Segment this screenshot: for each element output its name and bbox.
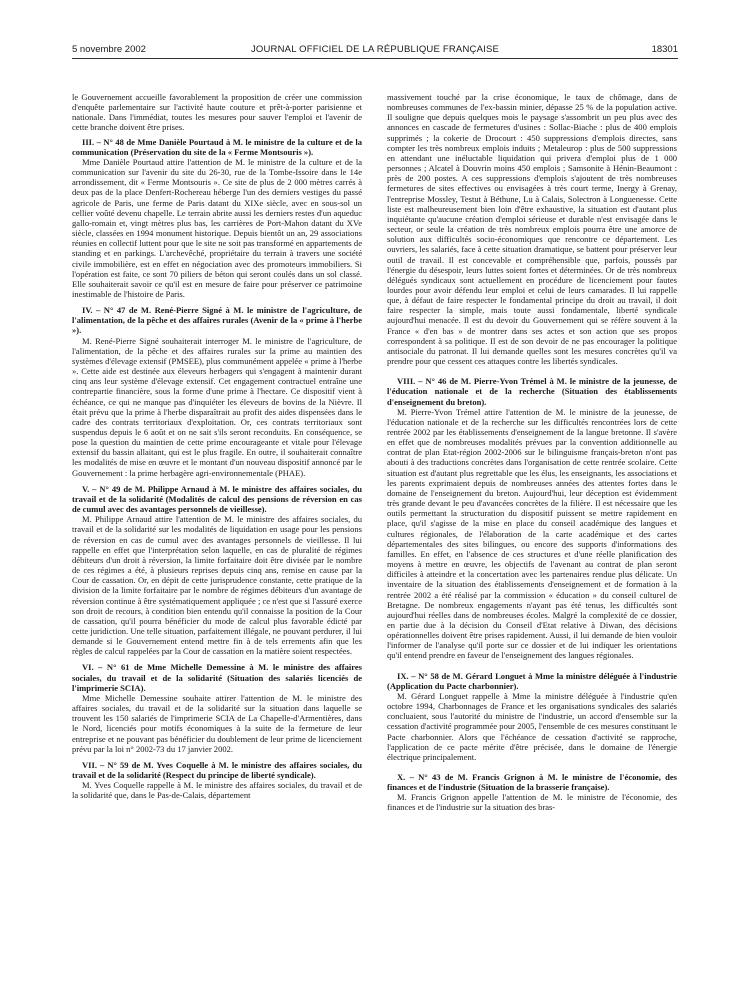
question-heading-vi: VI. – N° 61 de Mme Michelle Demessine à M. le ministre des affaires sociales, du travail et de la solidarité (Situation des salariés licenciés de l'imprimerie SCIA).	[72, 662, 362, 693]
question-heading-x: X. – N° 43 de M. Francis Grignon à M. le ministre de l'économie, des finances et de l'industrie (Situation de la brasserie française).	[387, 772, 677, 793]
right-column	[387, 92, 677, 813]
question-body-ix: M. Gérard Longuet rappelle à Mme la ministre déléguée à l'industrie qu'en octobre 1994, Charbonnages de France et les organisations syndicales des salariés concluaient, sous l'autorité du ministre de l'industrie, un accord d'ensemble sur la cessation d'activité programmée pour 2005, l'ensemble de ces mesures constituant le Pacte charbonnier. Alors que l'échéance de cessation d'activité se rapproche, l'application de ce pacte mérite d'être précisée, dans le domaine de l'énergie électrique principalement.	[387, 690, 677, 762]
question-body-iv: M. René-Pierre Signé souhaiterait interroger M. le ministre de l'agriculture, de l'alimentation, de la pêche et des affaires rurales sur la prime au maintien des systèmes d'élevage extensif (PMSEE), plus communément appelée « prime à l'herbe ». Cette aide est destinée aux éleveurs herbagers qui s'engagent à maintenir durant cinq ans leur système d'élevage extensif. Cet engagement contractuel entraîne une contrepartie financière, sous la forme d'une prime à l'hectare. Ce dispositif vient à échéance, ce qui ne manque pas d'inquiéter les éleveurs de bovins de la Nièvre. Il était prévu que la prime à l'herbe disparaîtrait au profit des aides dispensées dans le cadre des contrats territoriaux d'exploitation. Or, ces contrats territoriaux sont suspendus depuis le 6 août et on ne sait s'ils seront reconduits. En conséquence, se pose la question du maintien de cette prime encourageante et vitale pour l'élevage extensif du bassin allaitant, qui est le plus fragile. En outre, il souhaiterait connaître les modalités de mise en œuvre et le montant d'un nouveau dispositif annoncé par le Gouvernement : la prime herbagère agri-environnementale (PHAE).	[72, 335, 362, 478]
question-heading-ix: IX. – N° 58 de M. Gérard Longuet à Mme la ministre déléguée à l'industrie (Application du Pacte charbonnier).	[387, 670, 677, 691]
question-heading-vii: VII. – N° 59 de M. Yves Coquelle à M. le ministre des affaires sociales, du travail et de la solidarité (Respect du principe de liberté syndicale).	[72, 759, 362, 780]
header-date: 5 novembre 2002	[72, 44, 146, 55]
journal-title: JOURNAL OFFICIEL DE LA RÉPUBLIQUE FRANÇAISE	[250, 44, 500, 55]
paragraph-continuation: le Gouvernement accueille favorablement la proposition de créer une commission d'enquête parlementaire sur l'activité haute couture et prêt-à-porter parisienne et nationale. Dans l'immédiat, toutes les mesures pour sauver l'emploi et l'avenir de cette branche doivent être prises.	[72, 92, 362, 133]
question-body-iii: Mme Danièle Pourtaud attire l'attention de M. le ministre de la culture et de la communication sur l'avenir du site du 26-30, rue de la Tombe-Issoire dans le 14e arrondissement, dit « Ferme Montsouris ». Ce site de plus de 2 000 mètres carrés à deux pas de la place Denfert-Rochereau héberge l'un des derniers vestiges du passé agricole de Paris, une ferme de Paris datant du XIXe siècle, avec en sous-sol un cellier voûté devenu chapelle. Le terrain abrite aussi les derniers restes d'un aqueduc gallo-romain et, vingt mètres plus bas, les carrières de Port-Mahon datant du XVe siècle, classées en 1994 monument historique. Depuis bientôt un an, 29 associations réunies en collectif luttent pour que le site ne soit pas transformé en appartements de standing et en parkings. L'archevêché, propriétaire du terrain à travers une société civile immobilière, est en effet en négociation avec des promoteurs immobiliers. Si l'opération est faite, ce sont 70 piliers de béton qui seront coulés dans un sol classé. Elle souhaiterait savoir ce qu'il est en mesure de faire pour préserver ce patrimoine inestimable de l'histoire de Paris.	[72, 156, 362, 299]
question-heading-iii: III. – N° 48 de Mme Danièle Pourtaud à M. le ministre de la culture et de la communication (Préservation du site de la « Ferme Montsouris »).	[72, 136, 362, 157]
running-header	[72, 44, 678, 58]
question-body-vi: Mme Michelle Demessine souhaite attirer l'attention de M. le ministre des affaires sociales, du travail et de la solidarité sur la situation dans laquelle se trouvent les 150 salariés de l'imprimerie SCIA de La Chapelle-d'Armentières, dans le Nord, licenciés pour motifs économiques à la suite de la fermeture de leur entreprise et ne pouvant pas bénéficier du doublement de leur prime de licenciement prévu par la loi n° 2002-73 du 17 janvier 2002.	[72, 692, 362, 754]
question-body-vii-continued: massivement touché par la crise économique, le taux de chômage, dans de nombreuses communes de l'ex-bassin minier, dépasse 25 % de la population active. Il souligne que depuis quelques mois le paysage s'assombrit un peu plus avec des annonces en cascade de fermetures d'usines : Sollac-Biache : plus de 400 emplois supprimés ; la cokerie de Drocourt : 450 suppressions d'emplois directes, sans compter les très nombreux emplois induits ; Metaleurop : plus de 500 suppressions en attendant une inéluctable liquidation qui privera d'emploi plus de 1 000 personnes ; Alcatel à Douvrin moins 450 emplois ; Samsonite à Hénin-Beaumont : près de 200 postes. A ces suppressions d'emplois s'ajoutent de très nombreuses fermetures de sites effectives ou envisagées à très court terme, Inergy à Grenay, l'entreprise Mossley, Testut à Béthune, Lu à Calais, Solectron à Longuenesse. Cette liste est malheureusement bien loin d'être exhaustive, la situation est d'autant plus inquiétante qu'aucune création d'emploi sérieuse et durable n'est envisagée dans le secteur, or seule la création de très nombreux emplois pourra être une amorce de solution aux difficultés socio-économiques que rencontre ce département. Les ouvriers, les salariés, face à cette situation dramatique, se battent pour préserver leur outil de travail. Il est concevable et compréhensible que, parfois, poussés par l'énergie du désespoir, leurs luttes soient fortes et déterminées. Or de très nombreux délégués syndicaux sont actuellement en procédure de licenciement pour fautes lourdes pour avoir défendu leur emploi et celui de leurs camarades. Il lui rappelle que, à défaut de faire respecter le fondamental principe du droit au travail, il doit faire respecter la simple, mais toute aussi fondamentale, liberté syndicale aujourd'hui menacée. Il est du devoir du Gouvernement qui se réfère souvent à la France « d'en bas » de montrer dans ses actes et son action que ses propos correspondent à sa politique. Il est de son devoir de ne pas encourager la politique antisociale du patronat. Il lui demande quelles sont les mesures concrètes qu'il va prendre pour que cessent ces attaques contre les libertés syndicales.	[387, 92, 677, 367]
left-column	[72, 92, 362, 800]
question-body-x: M. Francis Grignon appelle l'attention de M. le ministre de l'économie, des finances et de l'industrie sur la situation des bras-	[387, 792, 677, 813]
header-rule	[72, 58, 678, 59]
question-body-v: M. Philippe Arnaud attire l'attention de M. le ministre des affaires sociales, du travail et de la solidarité sur les modalités de liquidation en usage pour les pensions de réversion en cas de cumul avec des avantages personnels de vieillesse. Il lui rappelle en effet que l'interprétation selon laquelle, en cas de pluralité de régimes débiteurs d'un droit à réversion, la limite forfaitaire doit être divisée par le nombre de ces régimes a été, à plusieurs reprises depuis cinq ans, remise en cause par la Cour de cassation. Or, en dépit de cette jurisprudence constante, cette pratique de la division de la limite forfaitaire par le nombre de régimes débiteurs d'un avantage de réversion continue à être systématiquement appliquée ; ce n'est que si l'assuré exerce son droit de recours, à condition bien entendu qu'il connaisse la position de la Cour de cassation, qu'il pourra bénéficier du mode de calcul plus favorable édicté par cette juridiction. Une telle situation, parfaitement illégale, ne pouvant perdurer, il lui demande si le Gouvernement entend mettre fin à de tels errements afin que les règles de calcul rappelées par la Cour de cassation en la matière soient respectées.	[72, 514, 362, 657]
question-heading-v: V. – N° 49 de M. Philippe Arnaud à M. le ministre des affaires sociales, du travail et de la solidarité (Modalités de calcul des pensions de réversion en cas de cumul avec des avantages personnels de vieillesse).	[72, 483, 362, 515]
question-body-vii: M. Yves Coquelle rappelle à M. le ministre des affaires sociales, du travail et de la solidarité que, dans le Pas-de-Calais, département	[72, 780, 362, 801]
question-heading-viii: VIII. – N° 46 de M. Pierre-Yvon Trémel à M. le ministre de la jeunesse, de l'éducation nationale et de la recherche (Situation des établissements d'enseignement du breton).	[387, 376, 677, 407]
question-heading-iv: IV. – N° 47 de M. René-Pierre Signé à M. le ministre de l'agriculture, de l'alimentation, de la pêche et des affaires rurales (Avenir de la « prime à l'herbe »).	[72, 305, 362, 336]
question-body-viii: M. Pierre-Yvon Trémel attire l'attention de M. le ministre de la jeunesse, de l'éducation nationale et de la recherche sur les difficultés rencontrées lors de cette rentrée 2002 par les établissements d'enseignement de la langue bretonne. Il s'avère en effet que de nombreuses modalités prévues par la convention additionnelle au contrat de plan Etat-région 2002-2006 sur le bilinguisme français-breton n'ont pas abouti à des traductions concrètes dans l'organisation de cette rentrée scolaire. Cette situation est d'autant plus regrettable que les élus, les enseignants, les associations et les parents exprimaient depuis de nombreuses années des attentes fortes dans le domaine de l'enseignement du breton. Aujourd'hui, leur déception est évidemment très grande devant le peu d'avancées concrètes de la filière. Il est nécessaire que les outils permettant la structuration du dispositif puissent se mettre rapidement en place, qu'il s'agisse de la mise en place du conseil académique des langues et cultures régionales, de l'élaboration de la carte académique et des cartes départementales des sites bilingues, ou encore des supports d'informations des familles. En effet, en l'absence de ces structures et d'une réelle planification des moyens à mettre en œuvre, les objectifs de l'avenant au contrat de plan seront difficiles à atteindre et la concertation avec les partenaires rendue plus délicate. Un inventaire de la situation des établissements d'enseignement et de formation à la rentrée 2002 a été réalisé par la commission « éducation » du conseil culturel de Bretagne. De nombreux engagements n'ayant pas été tenus, les difficultés sont aujourd'hui réelles dans de nombreuses écoles. Malgré la complexité de ce dossier, en partie due à la décision du Conseil d'Etat relative à Diwan, des décisions opérationnelles doivent être prises rapidement. Aussi, il lui demande de bien vouloir l'informer de l'analyse qu'il porte sur ce dossier et de lui indiquer les orientations qu'il entend prendre en faveur de l'enseignement des langues régionales.	[387, 406, 677, 661]
page-number: 18301	[651, 44, 678, 55]
